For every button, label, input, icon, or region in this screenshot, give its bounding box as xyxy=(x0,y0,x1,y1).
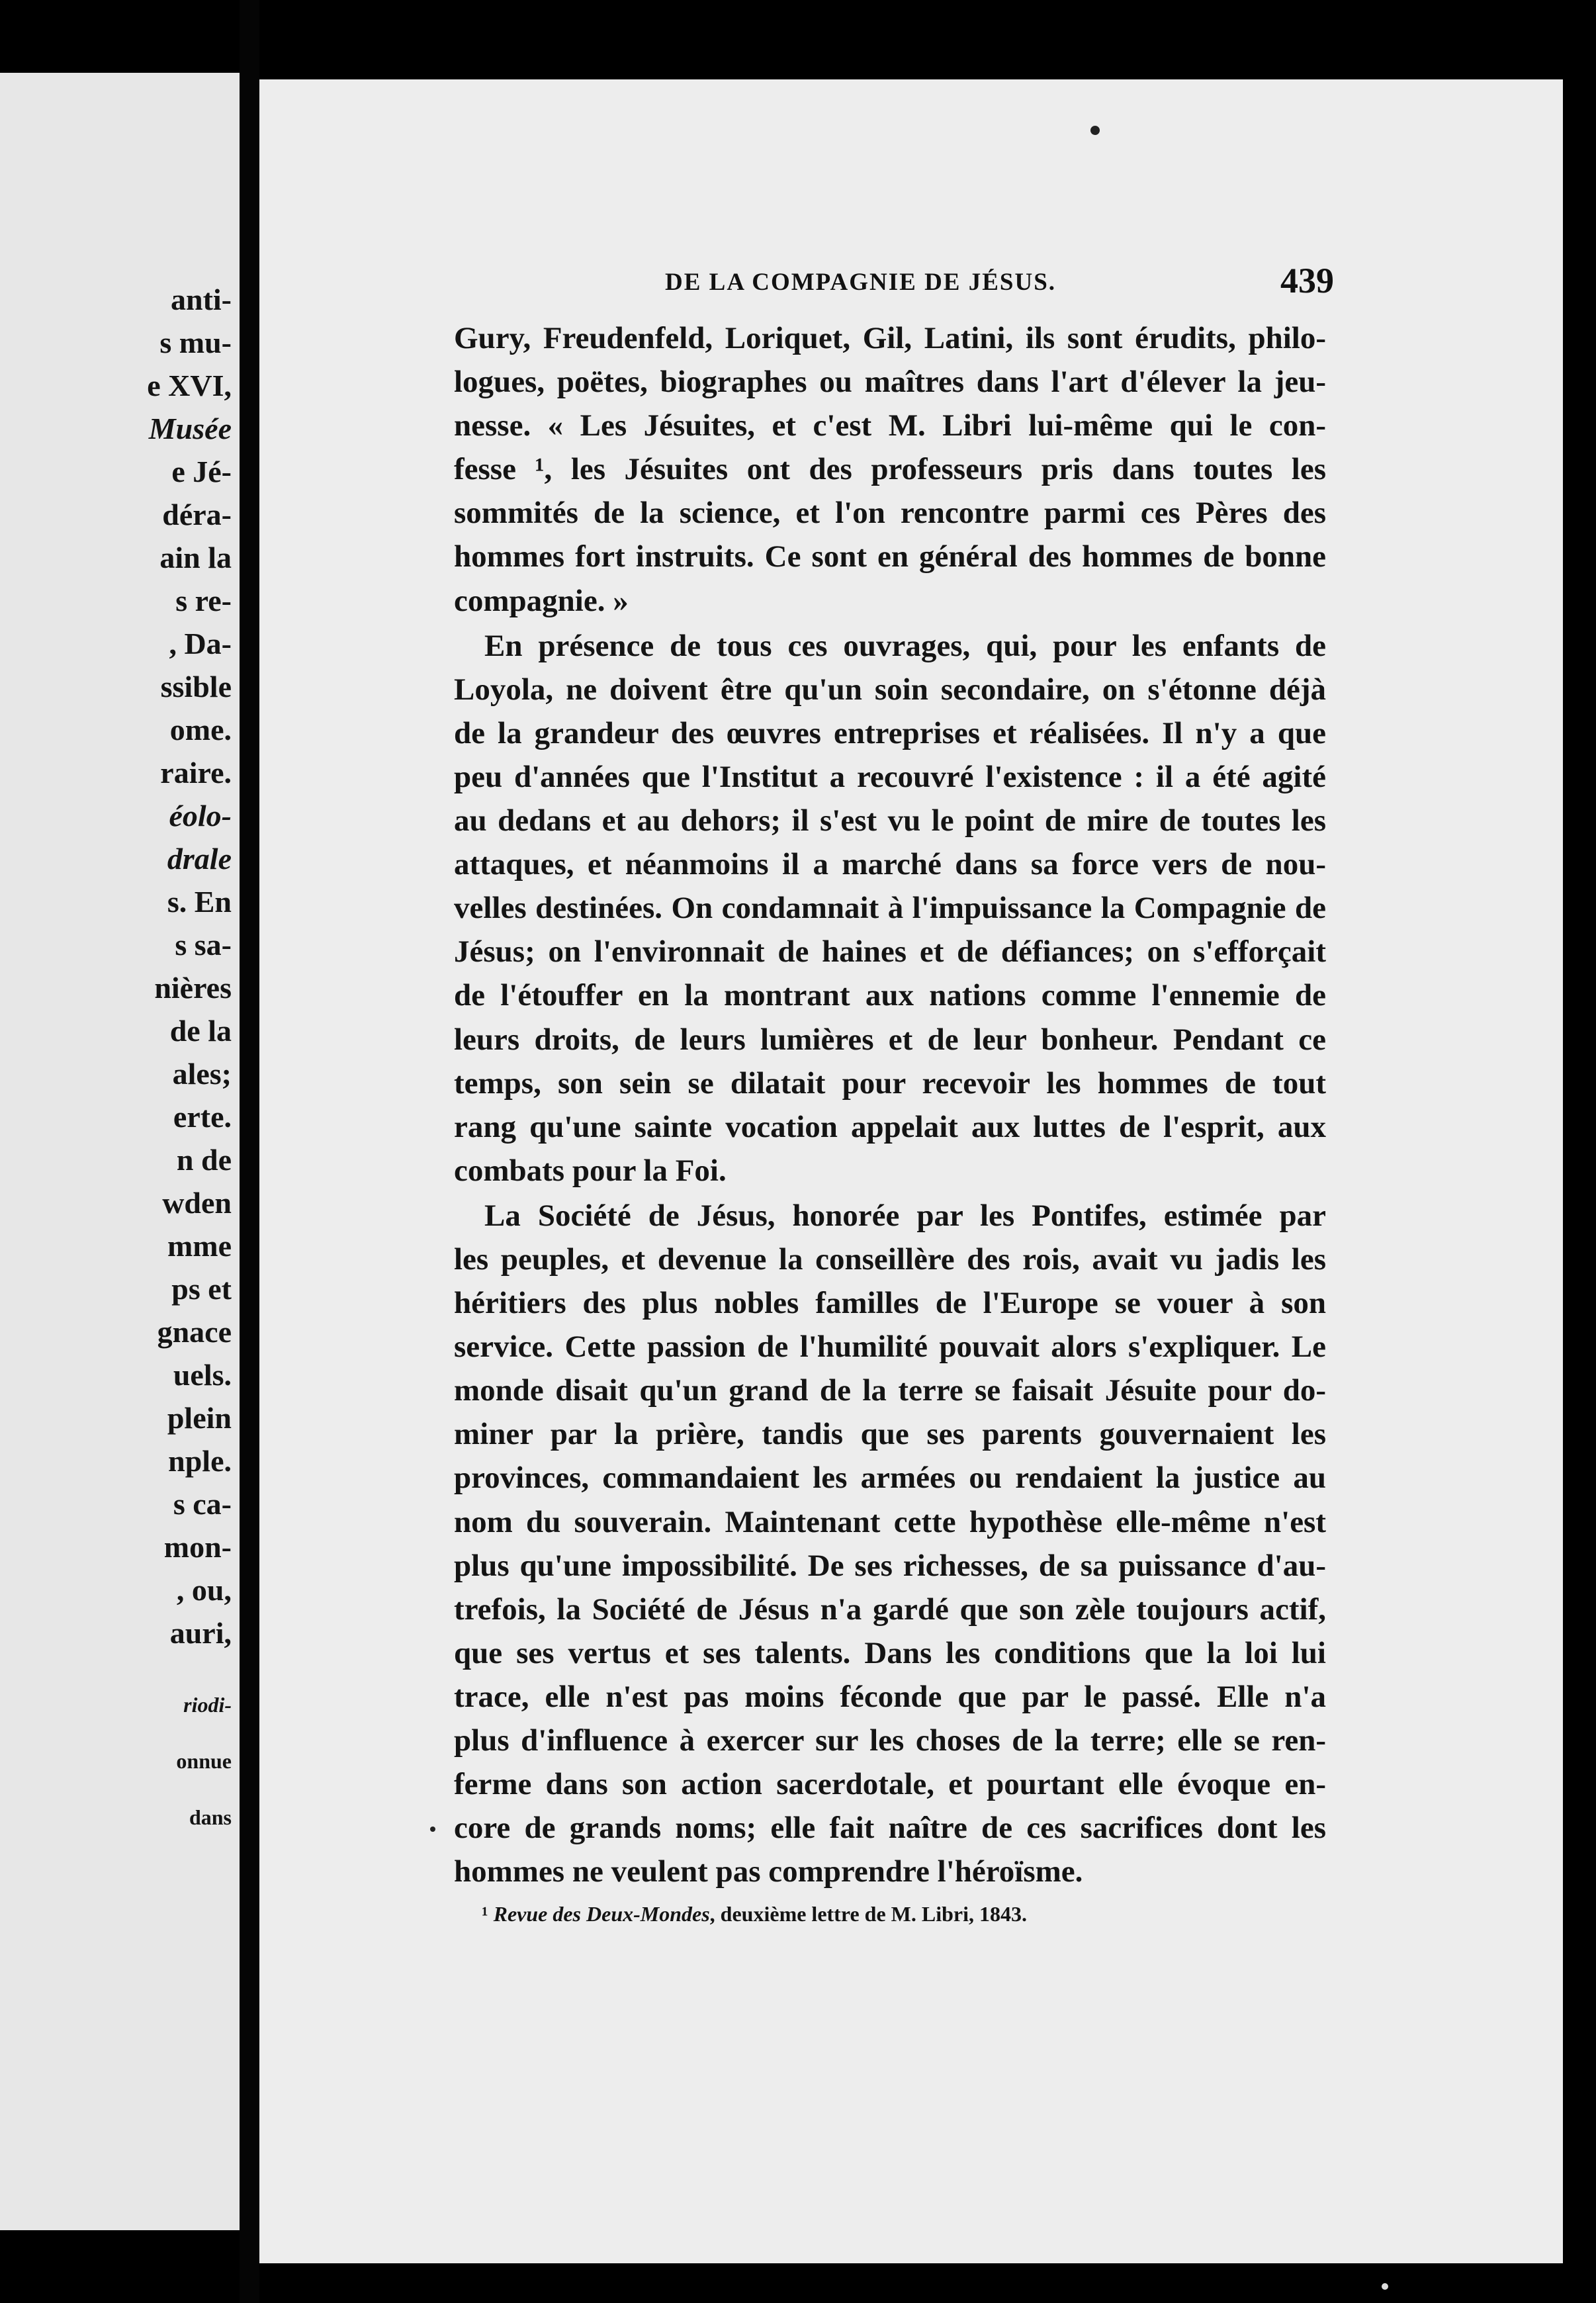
text-line: plus d'influence à exercer sur les choses de la terre; elle se ren- xyxy=(454,1723,1326,1758)
facing-page-fragment: ome. xyxy=(169,713,232,746)
scan-speck xyxy=(1090,126,1100,135)
paragraph xyxy=(454,316,1326,623)
text-line: que ses vertus et ses talents. Dans les conditions que la loi lui xyxy=(454,1635,1326,1670)
text-line: logues, poëtes, biographes ou maîtres dans l'art d'élever la jeu- xyxy=(454,365,1326,400)
facing-page-fragment: gnace xyxy=(157,1315,232,1349)
facing-page-fragment: plein xyxy=(167,1401,232,1435)
text-line: héritiers des plus nobles familles de l'Europe se vouer à son xyxy=(454,1286,1326,1321)
text-line: fesse ¹, les Jésuites ont des professeurs pris dans toutes les xyxy=(454,452,1326,487)
facing-page-fragment: s ca- xyxy=(173,1487,232,1521)
text-line: les peuples, et devenue la conseillère des rois, avait vu jadis les xyxy=(454,1242,1326,1277)
text-line: de la grandeur des œuvres entreprises et réalisées. Il n'y a que xyxy=(454,715,1326,750)
facing-page-fragment: , ou, xyxy=(176,1573,232,1607)
facing-page-fragment: ales; xyxy=(172,1057,232,1091)
facing-page-fragment: dans xyxy=(189,1805,232,1829)
footnote-marker: ¹ xyxy=(482,1902,488,1926)
text-line: Jésus; on l'environnait de haines et de défiances; on s'efforçait xyxy=(454,934,1326,970)
footnote-text: , deuxième lettre de M. Libri, 1843. xyxy=(709,1902,1027,1926)
text-line: plus qu'une impossibilité. De ses richesses, de sa puissance d'au- xyxy=(454,1548,1326,1583)
text-line: service. Cette passion de l'humilité pouvait alors s'expliquer. Le xyxy=(454,1330,1326,1365)
text-line: sommités de la science, et l'on rencontre parmi ces Pères des xyxy=(454,496,1326,531)
facing-page-fragment: Musée xyxy=(148,412,232,445)
facing-page-fragment: erte. xyxy=(173,1100,232,1134)
facing-page-fragment: ssible xyxy=(160,670,232,703)
facing-page-fragment: s mu- xyxy=(159,326,232,359)
footnote xyxy=(482,1902,1027,1926)
facing-page-fragment: s sa- xyxy=(175,928,232,962)
text-line: rang qu'une sainte vocation appelait aux luttes de l'esprit, aux xyxy=(454,1109,1326,1144)
facing-page-fragment: éolo- xyxy=(169,799,232,833)
text-line: au dedans et au dehors; il s'est vu le point de mire de toutes les xyxy=(454,803,1326,838)
text-line: nom du souverain. Maintenant cette hypothèse elle-même n'est xyxy=(454,1504,1326,1539)
text-line: hommes fort instruits. Ce sont en général des hommes de bonne xyxy=(454,539,1326,574)
text-line: monde disait qu'un grand de la terre se faisait Jésuite pour do- xyxy=(454,1373,1326,1408)
facing-page-fragment: e XVI, xyxy=(147,369,232,402)
facing-page-fragment: déra- xyxy=(162,498,232,531)
text-line: core de grands noms; elle fait naître de ces sacrifices dont les xyxy=(454,1811,1326,1846)
facing-page-fragment: nières xyxy=(154,971,232,1005)
scan-speck xyxy=(430,1827,435,1832)
text-line: temps, son sein se dilatait pour recevoir les hommes de tout xyxy=(454,1065,1326,1101)
facing-page-fragment: mon- xyxy=(163,1530,232,1564)
facing-page-fragment: ain la xyxy=(159,541,232,574)
text-line: trace, elle n'est pas moins féconde que par le passé. Elle n'a xyxy=(454,1679,1326,1714)
text-line: velles destinées. On condamnait à l'impuissance la Compagnie de xyxy=(454,891,1326,926)
facing-page-fragment: , Da- xyxy=(169,627,232,660)
text-line: trefois, la Société de Jésus n'a gardé que son zèle toujours actif, xyxy=(454,1592,1326,1627)
paragraph xyxy=(454,624,1326,1193)
text-line: peu d'années que l'Institut a recouvré l'existence : il a été agité xyxy=(454,759,1326,794)
text-line: de l'étouffer en la montrant aux nations comme l'ennemie de xyxy=(454,978,1326,1013)
paragraph xyxy=(454,1194,1326,1894)
scan-speck xyxy=(1382,2283,1388,2290)
facing-page-fragment: mme xyxy=(167,1229,232,1263)
running-head: DE LA COMPAGNIE DE JÉSUS. xyxy=(665,269,1057,296)
facing-page-fragment: onnue xyxy=(176,1749,232,1773)
text-line: nesse. « Les Jésuites, et c'est M. Libri lui-même qui le con- xyxy=(454,408,1326,443)
text-line: leurs droits, de leurs lumières et de leur bonheur. Pendant ce xyxy=(454,1022,1326,1057)
facing-page-fragment: e Jé- xyxy=(171,455,232,488)
text-line: La Société de Jésus, honorée par les Pontifes, estimée par xyxy=(484,1198,1326,1233)
facing-page-fragment: n de xyxy=(176,1143,232,1177)
body-text xyxy=(454,316,1326,1893)
text-line: Loyola, ne doivent être qu'un soin secondaire, on s'étonne déjà xyxy=(454,672,1326,707)
book-gutter xyxy=(240,0,259,2303)
text-line: ferme dans son action sacerdotale, et pourtant elle évoque en- xyxy=(454,1767,1326,1802)
facing-page-fragment: s. En xyxy=(167,885,232,919)
text-line: attaques, et néanmoins il a marché dans sa force vers de nou- xyxy=(454,847,1326,882)
text-line: hommes ne veulent pas comprendre l'héroïsme. xyxy=(454,1854,1083,1889)
facing-page-fragment: s re- xyxy=(175,584,232,617)
facing-page-fragment: riodi- xyxy=(183,1693,232,1717)
facing-page-fragment: de la xyxy=(169,1014,232,1048)
text-line: Gury, Freudenfeld, Loriquet, Gil, Latini, ils sont érudits, philo- xyxy=(454,321,1326,355)
facing-page-fragment: wden xyxy=(162,1186,232,1220)
text-line: combats pour la Foi. xyxy=(454,1153,727,1188)
facing-page-fragment: uels. xyxy=(173,1358,232,1392)
text-line: miner par la prière, tandis que ses parents gouvernaient les xyxy=(454,1417,1326,1452)
facing-page-fragment: auri, xyxy=(169,1616,232,1650)
footnote-source: Revue des Deux-Mondes xyxy=(493,1902,710,1926)
text-line: provinces, commandaient les armées ou rendaient la justice au xyxy=(454,1461,1326,1496)
facing-page-fragment: nple. xyxy=(168,1444,232,1478)
text-line: compagnie. » xyxy=(454,583,629,618)
facing-page-fragment: ps et xyxy=(171,1272,232,1306)
facing-page xyxy=(0,73,240,2230)
page-number: 439 xyxy=(1280,261,1334,300)
facing-page-fragment: raire. xyxy=(160,756,232,790)
facing-page-fragment: anti- xyxy=(171,283,232,316)
facing-page-fragment: drale xyxy=(167,842,232,876)
text-line: En présence de tous ces ouvrages, qui, pour les enfants de xyxy=(484,628,1326,663)
